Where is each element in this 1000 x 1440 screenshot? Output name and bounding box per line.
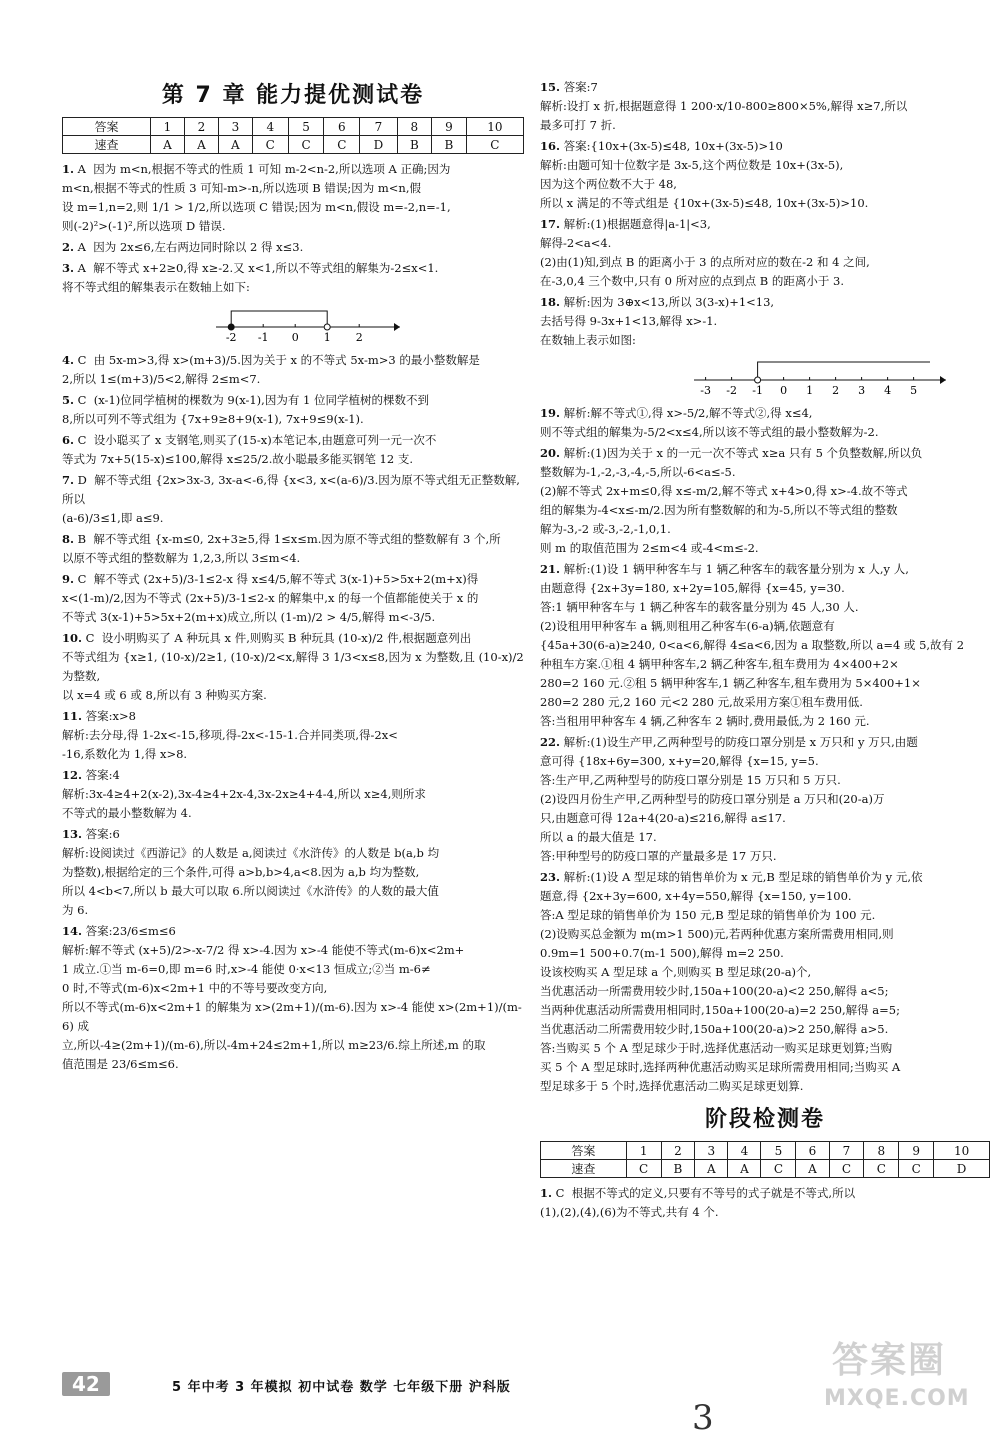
question-number: 2 bbox=[661, 1142, 695, 1160]
number-line bbox=[690, 354, 950, 398]
left-solutions bbox=[62, 160, 528, 1074]
solution-line: 当优惠活动一所需费用较少时,150a+100(20-a)<2 250,解得 a<5; bbox=[540, 984, 889, 998]
solution-line: 立,所以-4≥(2m+1)/(m-6),所以-4m+24≤2m+1,所以 m≥23/6.综上所述,m 的取 bbox=[62, 1038, 486, 1052]
row-header: 答案 bbox=[63, 118, 151, 136]
solution-line: 题意,得 {2x+3y=600, x+4y=550,解得 {x=150, y=100. bbox=[540, 889, 852, 903]
number-line-label: -1 bbox=[752, 384, 763, 397]
answer-cell: B bbox=[661, 1160, 695, 1178]
solution-line: 意可得 {18x+6y=300, x+y=20,解得 {x=15, y=5. bbox=[540, 754, 819, 768]
solution-line: 解析:(1)设 1 辆甲种客车与 1 辆乙种客车的载客量分别为 x 人,y 人, bbox=[563, 562, 909, 576]
solution-line: 解析:(1)因为关于 x 的一元一次不等式 x≥a 只有 5 个负整数解,所以负 bbox=[563, 446, 923, 460]
solution-line: 则 m 的取值范围为 2≤m<4 或-4<m≤-2. bbox=[540, 541, 759, 555]
left-solution bbox=[62, 431, 524, 469]
solution-line: 因为这个两位数不大于 48, bbox=[540, 177, 677, 191]
arrow-icon bbox=[394, 323, 400, 331]
question-number: 7 bbox=[829, 1142, 864, 1160]
solution-line: 所以 a 的最大值是 17. bbox=[540, 830, 657, 844]
left-solution bbox=[62, 570, 524, 627]
solution-number: 7. bbox=[62, 473, 75, 487]
solution-number: 5. bbox=[62, 393, 75, 407]
left-solution bbox=[62, 707, 524, 764]
solution-line: 买 5 个 A 型足球时,选择两种优惠活动购买足球所需费用相同;当购买 A bbox=[540, 1060, 901, 1074]
solution-number: 15. bbox=[540, 80, 561, 94]
number-line-label: 1 bbox=[323, 331, 331, 344]
page-number: 42 bbox=[62, 1372, 110, 1396]
number-line-label: -1 bbox=[257, 331, 269, 344]
solution-number: 12. bbox=[62, 768, 83, 782]
left-column bbox=[62, 78, 528, 1076]
solution-number: 6. bbox=[62, 433, 75, 447]
solution-number: 16. bbox=[540, 139, 561, 153]
right-column bbox=[540, 78, 990, 1224]
section-title: 阶段检测卷 bbox=[704, 1107, 825, 1132]
stage-table-number-row bbox=[541, 1142, 990, 1160]
solution-line: (2)解不等式 2x+m≤0,得 x≤-m/2,解不等式 x+4>0,得 x>-4.故不等式 bbox=[540, 484, 908, 498]
solution-line: 组的解集为-4<x≤-m/2.因为所有整数解的和为-5,所以不等式组的整数 bbox=[540, 503, 898, 517]
number-line-label: -2 bbox=[726, 384, 737, 397]
solution-number: 22. bbox=[540, 735, 561, 749]
question-number: 6 bbox=[324, 118, 360, 136]
answer-cell: C bbox=[626, 1160, 661, 1178]
question-number: 5 bbox=[761, 1142, 796, 1160]
right-solution bbox=[540, 78, 990, 135]
left-solution bbox=[62, 238, 524, 257]
solution-line: C 设小聪买了 x 支钢笔,则买了(15-x)本笔记本,由题意可列一元一次不 bbox=[77, 433, 437, 447]
solution-line: 以原不等式组的整数解为 1,2,3,所以 3≤m<4. bbox=[62, 551, 301, 565]
solution-line: 解得-2<a<4. bbox=[540, 236, 612, 250]
answer-table-answer-row bbox=[63, 136, 524, 154]
solution-line: D 解不等式组 {2x>3x-3, 3x-a<-6,得 {x<3, x<(a-6)/3.因为原不等式组无正整数解,所以 bbox=[62, 473, 520, 506]
right-solution bbox=[540, 733, 990, 866]
solution-line: (2)设购买总金额为 m(m>1 500)元,若两种优惠方案所需费用相同,则 bbox=[540, 927, 894, 941]
solution-line: 解析:(1)设生产甲,乙两种型号的防疫口罩分别是 x 万只和 y 万只,由题 bbox=[563, 735, 918, 749]
answer-cell: A bbox=[695, 1160, 728, 1178]
answer-table-number-row bbox=[63, 118, 524, 136]
question-number: 1 bbox=[626, 1142, 661, 1160]
right-solution bbox=[540, 215, 990, 291]
left-solution bbox=[62, 259, 524, 297]
row-header: 答案 bbox=[541, 1142, 627, 1160]
number-line-label: 0 bbox=[780, 384, 788, 397]
answer-cell: A bbox=[218, 136, 252, 154]
solution-line: 只,由题意可得 12a+4(20-a)≤216,解得 a≤17. bbox=[540, 811, 786, 825]
solution-line: 所以 4<b<7,所以 b 最大可以取 6.所以阅读过《水浒传》的人数的最大值 bbox=[62, 884, 439, 898]
solution-line: 答案:4 bbox=[85, 768, 120, 782]
answer-cell: A bbox=[184, 136, 218, 154]
solution-line: 等式为 7x+5(15-x)≤100,解得 x≤25/2.故小聪最多能买钢笔 12 支. bbox=[62, 452, 413, 466]
question-number: 7 bbox=[360, 118, 397, 136]
question-number: 8 bbox=[397, 118, 432, 136]
solution-number: 1. bbox=[62, 162, 75, 176]
solution-line: 设该校购买 A 型足球 a 个,则购买 B 型足球(20-a)个, bbox=[540, 965, 812, 979]
solution-line: 种租车方案.①租 4 辆甲种客车,2 辆乙种客车,租车费用为 4×400+2× bbox=[540, 657, 899, 671]
solution-line: 8,所以可列不等式组为 {7x+9≥8+9(x-1), 7x+9≤9(x-1). bbox=[62, 412, 364, 426]
solution-line: 答:甲种型号的防疫口罩的产量最多是 17 万只. bbox=[540, 849, 777, 863]
solution-line: 答案:6 bbox=[85, 827, 120, 841]
question-number: 10 bbox=[934, 1142, 990, 1160]
solution-number: 9. bbox=[62, 572, 75, 586]
solution-line: 解析:(1)设 A 型足球的销售单价为 x 元,B 型足球的销售单价为 y 元,依 bbox=[563, 870, 923, 884]
endpoint bbox=[755, 377, 761, 383]
solution-number: 18. bbox=[540, 295, 561, 309]
solution-number: 1. bbox=[540, 1186, 553, 1200]
solution-line: 设 m=1,n=2,则 1/1 > 1/2,所以选项 C 错误;因为 m<n,假设 m=-2,n=-1, bbox=[62, 200, 451, 214]
left-solution bbox=[62, 530, 524, 568]
solution-line: m<n,根据不等式的性质 3 可知-m>-n,所以选项 B 错误;因为 m<n,假 bbox=[62, 181, 421, 195]
solution-line: 为 6. bbox=[62, 903, 89, 917]
solution-line: 不等式组为 {x≥1, (10-x)/2≥1, (10-x)/2<x,解得 3 1/3<x≤8,因为 x 为整数,且 (10-x)/2 为整数, bbox=[62, 650, 528, 683]
solution-line: 答:A 型足球的销售单价为 150 元,B 型足球的销售单价为 100 元. bbox=[540, 908, 876, 922]
solution-line: 当两种优惠活动所需费用相同时,150a+100(20-a)=2 250,解得 a=5; bbox=[540, 1003, 900, 1017]
solution-number: 19. bbox=[540, 406, 561, 420]
solution-line: A 解不等式 x+2≥0,得 x≥-2.又 x<1,所以不等式组的解集为-2≤x<1. bbox=[77, 261, 439, 275]
left-solution bbox=[62, 391, 524, 429]
right-solution bbox=[540, 444, 990, 558]
chapter-title: 第 7 章 能力提优测试卷 bbox=[161, 83, 425, 108]
answer-cell: C bbox=[761, 1160, 796, 1178]
row-header: 速查 bbox=[63, 136, 151, 154]
solution-line: 解析:设打 x 折,根据题意得 1 200·x/10-800≥800×5%,解得 x≥7,所以 bbox=[540, 99, 908, 113]
solution-line: 1 成立.①当 m-6=0,即 m=6 时,x>-4 能使 0·x<13 恒成立;②当 m-6≠ bbox=[62, 962, 431, 976]
answer-table bbox=[62, 117, 524, 154]
solution-line: 解析:由题可知十位数字是 3x-5,这个两位数是 10x+(3x-5), bbox=[540, 158, 844, 172]
right-solution bbox=[540, 560, 990, 731]
number-line-label: -2 bbox=[225, 331, 237, 344]
endpoint bbox=[324, 324, 330, 330]
number-line-label: 5 bbox=[910, 384, 918, 397]
solution-line: 型足球多于 5 个时,选择优惠活动二购买足球更划算. bbox=[540, 1079, 804, 1093]
solution-line: (2)设四月份生产甲,乙两种型号的防疫口罩分别是 a 万只和(20-a)万 bbox=[540, 792, 885, 806]
solution-line: 解析:设阅读过《西游记》的人数是 a,阅读过《水浒传》的人数是 b(a,b 均 bbox=[62, 846, 440, 860]
answer-cell: A bbox=[796, 1160, 829, 1178]
solution-line: 由题意得 {2x+3y=180, x+2y=105,解得 {x=45, y=30. bbox=[540, 581, 845, 595]
stage-answer-table bbox=[540, 1141, 990, 1178]
solution-line: 解析:因为 3⊕x<13,所以 3(3-x)+1<13, bbox=[563, 295, 775, 309]
endpoint bbox=[228, 324, 234, 330]
answer-cell: B bbox=[432, 136, 467, 154]
book-title: 5 年中考 3 年模拟 初中试卷 数学 七年级下册 沪科版 bbox=[172, 1380, 511, 1395]
solution-line: 答案:x>8 bbox=[85, 709, 136, 723]
solution-range bbox=[231, 311, 327, 327]
right-solution bbox=[540, 293, 990, 350]
solution-line: 则(-2)²>(-1)²,所以选项 D 错误. bbox=[62, 219, 226, 233]
solution-line: 解析:3x-4≥4+2(x-2),3x-4≥4+2x-4,3x-2x≥4+4-4,所以 x≥4,则所求 bbox=[62, 787, 426, 801]
solution-line: 答:1 辆甲种客车与 1 辆乙种客车的载客量分别为 45 人,30 人. bbox=[540, 600, 859, 614]
solution-line: 解析:解不等式①,得 x>-5/2,解不等式②,得 x≤4, bbox=[563, 406, 813, 420]
solution-line: 0 时,不等式(m-6)x<2m+1 中的不等号要改变方向, bbox=[62, 981, 328, 995]
solution-line: 解析:(1)根据题意得|a-1|<3, bbox=[563, 217, 711, 231]
handwritten-mark: 3 bbox=[692, 1398, 714, 1438]
solution-line: 值范围是 23/6≤m≤6. bbox=[62, 1057, 179, 1071]
answer-cell: A bbox=[150, 136, 184, 154]
question-number: 3 bbox=[695, 1142, 728, 1160]
row-header: 速查 bbox=[541, 1160, 627, 1178]
footer bbox=[62, 1372, 762, 1402]
solution-line: C 根据不等式的定义,只要有不等号的式子就是不等式,所以 bbox=[555, 1186, 856, 1200]
question-number: 2 bbox=[184, 118, 218, 136]
answer-cell: D bbox=[360, 136, 397, 154]
answer-cell: C bbox=[252, 136, 288, 154]
answer-cell: C bbox=[324, 136, 360, 154]
solution-number: 4. bbox=[62, 353, 75, 367]
solution-line: C 由 5x-m>3,得 x>(m+3)/5.因为关于 x 的不等式 5x-m>3 的最小整数解是 bbox=[77, 353, 480, 367]
right-solutions bbox=[540, 78, 990, 1096]
solution-line: 所以 x 满足的不等式组是 {10x+(3x-5)≤48, 10x+(3x-5)>10. bbox=[540, 196, 869, 210]
solution-line: A 因为 2x≤6,左右两边同时除以 2 得 x≤3. bbox=[77, 240, 304, 254]
solution-line: (1),(2),(4),(6)为不等式,共有 4 个. bbox=[540, 1205, 719, 1219]
number-line-label: -3 bbox=[700, 384, 711, 397]
solution-line: 则不等式组的解集为-5/2<x≤4,所以该不等式组的最小整数解为-2. bbox=[540, 425, 879, 439]
number-line-label: 3 bbox=[858, 384, 866, 397]
solution-line: 最多可打 7 折. bbox=[540, 118, 616, 132]
solution-line: A 因为 m<n,根据不等式的性质 1 可知 m-2<n-2,所以选项 A 正确;因为 bbox=[77, 162, 451, 176]
solution-line: 答:当购买 5 个 A 型足球少于时,选择优惠活动一购买足球更划算;当购 bbox=[540, 1041, 893, 1055]
solution-line: (2)设租用甲种客车 a 辆,则租用乙种客车(6-a)辆,依题意有 bbox=[540, 619, 835, 633]
left-solution bbox=[62, 160, 524, 236]
solution-line: 解析:解不等式 (x+5)/2>-x-7/2 得 x>-4.因为 x>-4 能使不等式(m-6)x<2m+ bbox=[62, 943, 465, 957]
solution-number: 20. bbox=[540, 446, 561, 460]
solution-line: 所以不等式(m-6)x<2m+1 的解集为 x>(2m+1)/(m-6).因为 x>-4 能使 x>(2m+1)/(m-6) 成 bbox=[62, 1000, 522, 1033]
solution-line: 2,所以 1≤(m+3)/5<2,解得 2≤m<7. bbox=[62, 372, 261, 386]
solution-line: 在-3,0,4 三个数中,只有 0 所对应的点到点 B 的距离小于 3. bbox=[540, 274, 844, 288]
watermark-logo: 答案圈 bbox=[832, 1340, 947, 1381]
left-solution bbox=[62, 629, 528, 705]
solution-line: x<(1-m)/2,因为不等式 (2x+5)/3-1≤2-x 的解集中,x 的每一个值都能使关于 x 的 bbox=[62, 591, 479, 605]
question-number: 9 bbox=[899, 1142, 934, 1160]
solution-line: 不等式的最小整数解为 4. bbox=[62, 806, 192, 820]
answer-cell: C bbox=[288, 136, 324, 154]
stage-table-answer-row bbox=[541, 1160, 990, 1178]
solution-number: 2. bbox=[62, 240, 75, 254]
solution-number: 13. bbox=[62, 827, 83, 841]
question-number: 3 bbox=[218, 118, 252, 136]
number-line-label: 0 bbox=[291, 331, 299, 344]
question-number: 9 bbox=[432, 118, 467, 136]
solution-line: B 解不等式组 {x-m≤0, 2x+3≥5,得 1≤x≤m.因为原不等式组的整数解有 3 个,所 bbox=[77, 532, 501, 546]
left-solution bbox=[62, 825, 524, 920]
question-number: 6 bbox=[796, 1142, 829, 1160]
solution-line: 答:生产甲,乙两种型号的防疫口罩分别是 15 万只和 5 万只. bbox=[540, 773, 841, 787]
solution-line: 在数轴上表示如图: bbox=[540, 333, 636, 347]
answer-cell: B bbox=[397, 136, 432, 154]
solution-line: 答案:{10x+(3x-5)≤48, 10x+(3x-5)>10 bbox=[563, 139, 783, 153]
answer-cell: A bbox=[728, 1160, 761, 1178]
answer-cell: C bbox=[864, 1160, 899, 1178]
watermark bbox=[820, 1322, 980, 1422]
solution-line: C 设小明购买了 A 种玩具 x 件,则购买 B 种玩具 (10-x)/2 件,根据题意列出 bbox=[85, 631, 472, 645]
question-number: 4 bbox=[728, 1142, 761, 1160]
answer-cell: C bbox=[899, 1160, 934, 1178]
question-number: 1 bbox=[150, 118, 184, 136]
solution-line: 280=2 280 元,2 160 元<2 280 元,故采用方案①租车费用低. bbox=[540, 695, 863, 709]
left-solution bbox=[62, 766, 524, 823]
number-line-label: 2 bbox=[832, 384, 840, 397]
left-solution bbox=[62, 471, 524, 528]
solution-line: C (x-1)位同学植树的棵数为 9(x-1),因为有 1 位同学植树的棵数不到 bbox=[77, 393, 429, 407]
answer-cell: C bbox=[466, 136, 523, 154]
solution-line: (a-6)/3≤1,即 a≤9. bbox=[62, 511, 164, 525]
solution-line: 将不等式组的解集表示在数轴上如下: bbox=[62, 280, 250, 294]
solution-number: 8. bbox=[62, 532, 75, 546]
question-number: 5 bbox=[288, 118, 324, 136]
question-number: 8 bbox=[864, 1142, 899, 1160]
solution-line: 解析:去分母,得 1-2x<-15,移项,得-2x<-15-1.合并同类项,得-2x< bbox=[62, 728, 398, 742]
solution-line: 整数解为-1,-2,-3,-4,-5,所以-6<a≤-5. bbox=[540, 465, 736, 479]
stage-solution-1 bbox=[540, 1184, 990, 1222]
solution-number: 11. bbox=[62, 709, 83, 723]
left-solution bbox=[62, 922, 524, 1074]
solution-line: 答案:23/6≤m≤6 bbox=[85, 924, 176, 938]
number-line bbox=[212, 301, 404, 345]
right-solution bbox=[540, 404, 990, 442]
solution-line: 当优惠活动二所需费用较少时,150a+100(20-a)>2 250,解得 a>5. bbox=[540, 1022, 889, 1036]
solution-line: 答案:7 bbox=[563, 80, 598, 94]
question-number: 4 bbox=[252, 118, 288, 136]
solution-line: 以 x=4 或 6 或 8,所以有 3 种购买方案. bbox=[62, 688, 267, 702]
number-line-label: 4 bbox=[884, 384, 892, 397]
answer-cell: C bbox=[829, 1160, 864, 1178]
solution-line: 去括号得 9-3x+1<13,解得 x>-1. bbox=[540, 314, 718, 328]
solution-line: 0.9m=1 500+0.7(m-1 500),解得 m=2 250. bbox=[540, 946, 784, 960]
watermark-url: MXQE.COM bbox=[824, 1386, 970, 1411]
question-number: 10 bbox=[466, 118, 523, 136]
solution-line: 不等式 3(x-1)+5>5x+2(m+x)成立,所以 (1-m)/2 > 4/5,解得 m<-3/5. bbox=[62, 610, 436, 624]
solution-number: 3. bbox=[62, 261, 75, 275]
solution-line: 280=2 160 元.②租 5 辆甲种客车,1 辆乙种客车,租车费用为 5×400+1× bbox=[540, 676, 921, 690]
left-solution bbox=[62, 351, 524, 389]
solution-line: 为整数),根据给定的三个条件,可得 a>b,b>4,a<8.因为 a,b 均为整数, bbox=[62, 865, 420, 879]
solution-number: 23. bbox=[540, 870, 561, 884]
answer-cell: D bbox=[934, 1160, 990, 1178]
arrow-icon bbox=[940, 376, 946, 384]
solution-line: {45a+30(6-a)≥240, 0<a<6,解得 4≤a<6,因为 a 取整数,所以 a=4 或 5,故有 2 bbox=[540, 638, 965, 652]
solution-number: 14. bbox=[62, 924, 83, 938]
solution-number: 21. bbox=[540, 562, 561, 576]
number-line-label: 1 bbox=[806, 384, 814, 397]
solution-line: (2)由(1)知,到点 B 的距离小于 3 的点所对应的数在-2 和 4 之间, bbox=[540, 255, 870, 269]
right-solution bbox=[540, 868, 990, 1096]
number-line-label: 2 bbox=[355, 331, 363, 344]
solution-line: 答:当租用甲种客车 4 辆,乙种客车 2 辆时,费用最低,为 2 160 元. bbox=[540, 714, 870, 728]
right-solution bbox=[540, 137, 990, 213]
solution-number: 10. bbox=[62, 631, 83, 645]
solution-number: 17. bbox=[540, 217, 561, 231]
solution-line: -16,系数化为 1,得 x>8. bbox=[62, 747, 188, 761]
solution-line: C 解不等式 (2x+5)/3-1≤2-x 得 x≤4/5,解不等式 3(x-1)+5>5x+2(m+x)得 bbox=[77, 572, 479, 586]
solution-line: 解为-3,-2 或-3,-2,-1,0,1. bbox=[540, 522, 671, 536]
